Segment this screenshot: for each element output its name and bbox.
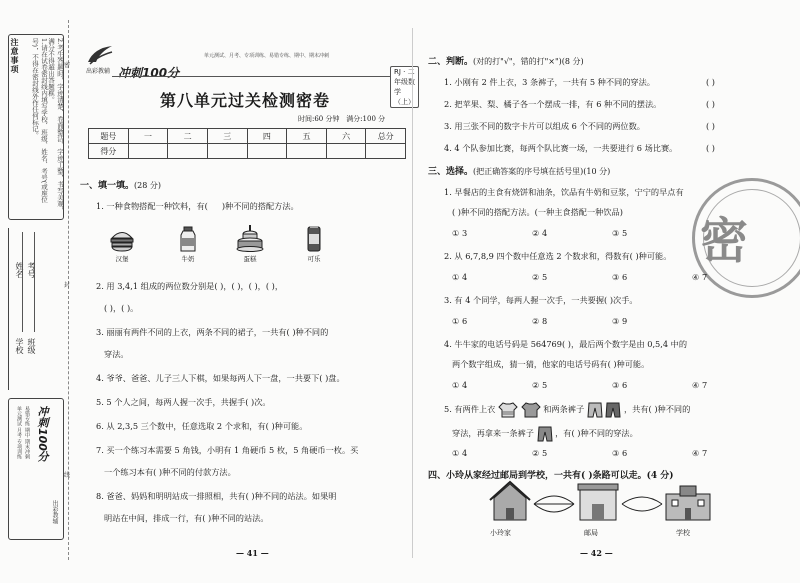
- option[interactable]: ① 3: [452, 228, 468, 238]
- exam-meta: [298, 114, 385, 124]
- score-cell: 二: [168, 129, 208, 144]
- question-1: [96, 200, 299, 212]
- judge-3: 3. 用三张不同的数字卡片可以组成 6 个不同的两位数。: [444, 121, 645, 131]
- burger-icon: [109, 226, 135, 252]
- tagline: 单元测试、月考、专项训练、易错专练、期中、期末冲刺: [204, 53, 330, 59]
- grade-tag: RJ · 二年级数学（上）: [390, 66, 419, 108]
- q-text: 5. 有两件上衣: [444, 404, 496, 414]
- exam-score: 满分:100 分: [346, 115, 386, 123]
- q-text: ，有( )种不同的穿法。: [555, 428, 638, 438]
- place-post-office: 邮局: [584, 529, 598, 537]
- choice-1-line1: 1. 早餐店的主食有烧饼和油条，饮品有牛奶和豆浆，宁宁的早点有: [444, 187, 684, 197]
- option[interactable]: ② 5: [532, 448, 548, 458]
- score-cell: 三: [207, 129, 247, 144]
- note-1: 1.请在试卷密封线内填写学校、班级、姓名、考号(或座位号)，不得在密封线外作任何标记。: [31, 38, 48, 203]
- notes-title: 注意事项: [10, 38, 20, 74]
- score-cell[interactable]: [326, 144, 366, 159]
- section-choose: [428, 164, 610, 177]
- choice-5-line1: [444, 402, 690, 418]
- option[interactable]: ② 4: [532, 228, 548, 238]
- page-divider: [412, 28, 413, 558]
- brand-line-1: 单元测试 月考 专项训练: [16, 406, 22, 460]
- score-cell: 题号: [89, 129, 129, 144]
- question-8-line2: 明站在中间，排成一行，有( )种不同的站法。: [104, 513, 269, 523]
- shorts-icon: [605, 402, 621, 418]
- section-points: (10 分): [583, 167, 611, 176]
- option[interactable]: ③ 5: [612, 228, 628, 238]
- q-text: 1. 一种食物搭配一种饮料，有(: [96, 201, 208, 211]
- food-label: 汉堡: [115, 255, 129, 263]
- score-cell[interactable]: [128, 144, 168, 159]
- option[interactable]: ② 5: [532, 380, 548, 390]
- score-cell[interactable]: [287, 144, 327, 159]
- logo-sub: 出彩教辅: [86, 68, 111, 75]
- judge-answer-3[interactable]: ( ): [706, 121, 715, 131]
- judge-4: 4. 4 个队参加比赛，每两个队比赛一场，一共要进行 6 场比赛。: [444, 143, 678, 153]
- food-cola: [296, 226, 332, 263]
- seal-mark: 封: [64, 282, 71, 289]
- field-class[interactable]: 班级: [27, 338, 36, 354]
- option[interactable]: ④ 7: [692, 272, 708, 282]
- choice-4-line1: 4. 牛牛家的电话号码是 564769( )，最后两个数字是由 0,5,4 中的: [444, 339, 688, 349]
- option[interactable]: ① 4: [452, 380, 468, 390]
- option[interactable]: ② 5: [532, 272, 548, 282]
- score-table: [88, 128, 406, 159]
- milk-bottle-icon: [175, 226, 201, 252]
- section-title: 三、选择。: [428, 167, 474, 177]
- section-title: 一、填一填。: [80, 181, 135, 191]
- food-milk: [170, 226, 206, 263]
- page-number-right: — 42 —: [580, 548, 613, 558]
- field-id[interactable]: 考号: [27, 262, 36, 278]
- place-school: 学校: [676, 529, 690, 537]
- sweater-icon: [498, 402, 518, 418]
- section-points: (28 分): [134, 181, 161, 190]
- route-diagram: [488, 480, 714, 524]
- header-rule: [112, 76, 402, 77]
- choice-2: 2. 从 6,7,8,9 四个数中任意选 2 个数求和，得数有( )种可能。: [444, 251, 672, 261]
- stamp-text: 密: [700, 213, 749, 269]
- option[interactable]: ② 8: [532, 316, 548, 326]
- brand-vertical: 冲刺100分: [36, 406, 49, 462]
- option[interactable]: ③ 6: [612, 380, 628, 390]
- question-7-line2: 一个练习本有( )种不同的付款方法。: [104, 467, 236, 477]
- food-cake: [230, 224, 270, 263]
- choice-3: 3. 有 4 个同学，每两人握一次手，一共要握( )次手。: [444, 295, 638, 305]
- judge-answer-1[interactable]: ( ): [706, 77, 715, 87]
- option[interactable]: ③ 6: [612, 272, 628, 282]
- brand-sub: 出彩教辅: [51, 500, 58, 524]
- section-fill: [80, 178, 161, 191]
- section-judge: [428, 54, 584, 67]
- score-cell[interactable]: [247, 144, 287, 159]
- option[interactable]: ③ 6: [612, 448, 628, 458]
- book-logo-icon: [86, 44, 114, 66]
- food-label: 牛奶: [181, 255, 195, 263]
- question-4: 4. 爷爷、爸爸、儿子三人下棋，如果每两人下一盘，一共要下( )盘。: [96, 373, 345, 383]
- choice-5-line2: [452, 426, 638, 442]
- score-cell[interactable]: [168, 144, 208, 159]
- score-cell[interactable]: [207, 144, 247, 159]
- judge-2: 2. 把苹果、梨、橘子各一个摆成一排，有 6 种不同的摆法。: [444, 99, 662, 109]
- option[interactable]: ① 4: [452, 272, 468, 282]
- score-cell: 五: [287, 129, 327, 144]
- question-8-line1: 8. 爸爸、妈妈和明明站成一排照相，共有( )种不同的站法。如果明: [96, 491, 337, 501]
- option[interactable]: ① 6: [452, 316, 468, 326]
- judge-answer-2[interactable]: ( ): [706, 99, 715, 109]
- score-cell: 六: [326, 129, 366, 144]
- cola-can-icon: [301, 226, 327, 252]
- trousers-icon: [537, 426, 553, 442]
- seal-line: [68, 20, 69, 560]
- seal-mark: 密: [64, 62, 71, 69]
- section-route: 四、小玲从家经过邮局到学校，一共有( )条路可以走。(4 分): [428, 471, 674, 481]
- judge-answer-4[interactable]: ( ): [706, 143, 715, 153]
- score-cell: 得分: [89, 144, 129, 159]
- score-row-header: [89, 129, 406, 144]
- page-number-left: — 41 —: [236, 548, 269, 558]
- choice-1-line2: ( )种不同的搭配方法。(一种主食搭配一种饮品): [452, 207, 623, 217]
- question-3-line1: 3. 丽丽有两件不同的上衣，两条不同的裙子，一共有( )种不同的: [96, 327, 329, 337]
- shirt-icon: [521, 402, 541, 418]
- student-info-box: [8, 228, 64, 390]
- field-line: [22, 232, 23, 332]
- field-name[interactable]: 姓名: [15, 262, 24, 278]
- place-home: 小玲家: [490, 529, 511, 537]
- field-school[interactable]: 学校: [15, 338, 24, 354]
- option[interactable]: ① 4: [452, 448, 468, 458]
- cake-icon: [235, 224, 265, 252]
- question-6: 6. 从 2,3,5 三个数中，任意选取 2 个求和，有( )种可能。: [96, 421, 308, 431]
- q-text: 和两条裤子: [543, 404, 585, 414]
- option[interactable]: ③ 9: [612, 316, 628, 326]
- score-row-values: [89, 144, 406, 159]
- choice-4-line2: 两个数字组成，猜一猜，他家的电话号码有( )种可能。: [452, 359, 650, 369]
- section-note: (对的打"√"，错的打"×"): [473, 57, 562, 66]
- score-cell: 四: [247, 129, 287, 144]
- section-points: (8 分): [561, 57, 584, 66]
- score-cell: 一: [128, 129, 168, 144]
- section-note: (把正确答案的序号填在括号里): [473, 167, 584, 176]
- pants-icon: [587, 402, 603, 418]
- q-text: ，共有( )种不同的: [623, 404, 691, 414]
- q-text: 穿法，再拿来一条裤子: [452, 428, 534, 438]
- option[interactable]: ④ 7: [692, 380, 708, 390]
- food-burger: [104, 226, 140, 263]
- logo-text: 冲刺100分: [118, 66, 180, 80]
- score-cell: 总分: [366, 129, 406, 144]
- question-2-line2: ( )，( )。: [104, 303, 139, 313]
- question-3-line2: 穿法。: [104, 349, 129, 359]
- question-7-line1: 7. 买一个练习本需要 5 角钱，小明有 1 角硬币 5 枚，5 角硬币一枚。买: [96, 445, 359, 455]
- score-cell[interactable]: [366, 144, 406, 159]
- q-text: )种不同的搭配方法。: [221, 201, 299, 211]
- food-label: 蛋糕: [243, 255, 257, 263]
- binding-margin: [0, 0, 70, 583]
- field-line: [34, 232, 35, 332]
- question-2-line1: 2. 用 3,4,1 组成的两位数分别是( )，( )，( )，( )，: [96, 281, 284, 291]
- note-2: 2.考生答题时，字迹清楚、卷面整洁、字迹工整，书写美观，满分不得超出答题框。: [47, 38, 64, 214]
- food-label: 可乐: [307, 255, 321, 263]
- brand-line-2: 易错专练 期中 期末冲刺: [24, 406, 30, 460]
- section-title: 二、判断。: [428, 57, 474, 67]
- question-5: 5. 5 个人之间，每两人握一次手，共握手( )次。: [96, 397, 271, 407]
- seal-mark: 线: [64, 472, 71, 479]
- judge-1: 1. 小刚有 2 件上衣，3 条裤子，一共有 5 种不同的穿法。: [444, 77, 655, 87]
- option[interactable]: ④ 7: [692, 448, 708, 458]
- exam-time: 时间:60 分钟: [298, 115, 340, 123]
- page-title: 第八单元过关检测密卷: [159, 91, 330, 110]
